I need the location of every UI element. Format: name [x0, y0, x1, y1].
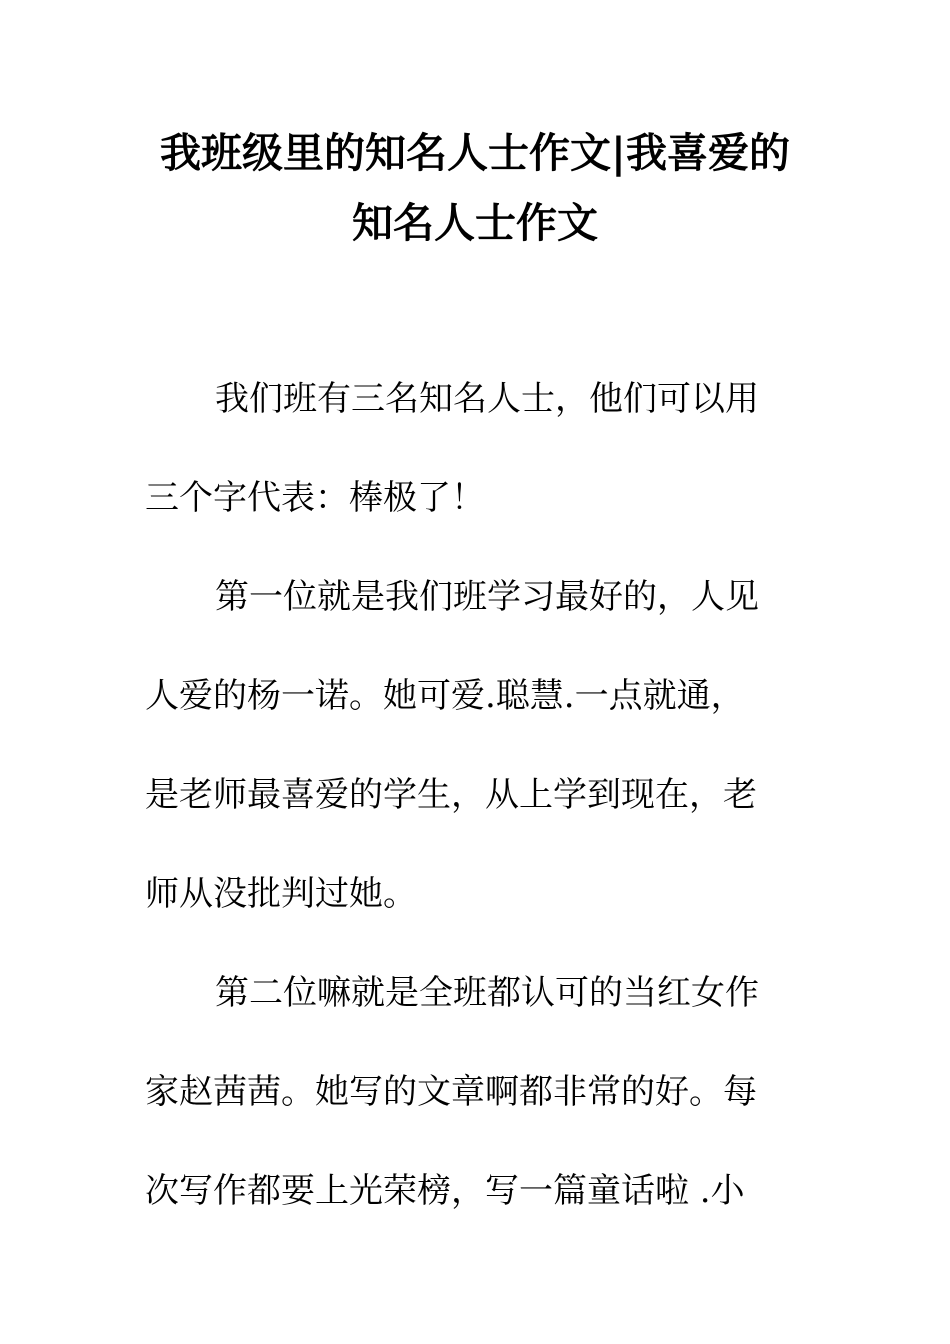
paragraph-line: 我们班有三名知名人士，他们可以用	[215, 379, 759, 419]
paragraph-line: 次写作都要上光荣榜，写一篇童话啦 .小	[145, 1171, 745, 1211]
paragraph-line: 师从没批判过她。	[145, 874, 417, 914]
paragraph-line: 是老师最喜爱的学生，从上学到现在，老	[145, 775, 757, 815]
paragraph-line: 三个字代表：棒极了！	[145, 478, 485, 518]
document-body	[145, 364, 785, 1255]
paragraph-line: 第二位嘛就是全班都认可的当红女作	[215, 973, 759, 1013]
title-line: 知名人士作文	[352, 199, 598, 247]
title-line: 我班级里的知名人士作文|我喜爱的	[160, 129, 790, 177]
paragraph-line: 家赵茜茜。她写的文章啊都非常的好。每	[145, 1072, 757, 1112]
paragraph-line: 人爱的杨一诺。她可爱.聪慧.一点就通，	[145, 676, 745, 716]
document-title	[120, 118, 830, 258]
paragraph-line: 第一位就是我们班学习最好的，人见	[215, 577, 759, 617]
